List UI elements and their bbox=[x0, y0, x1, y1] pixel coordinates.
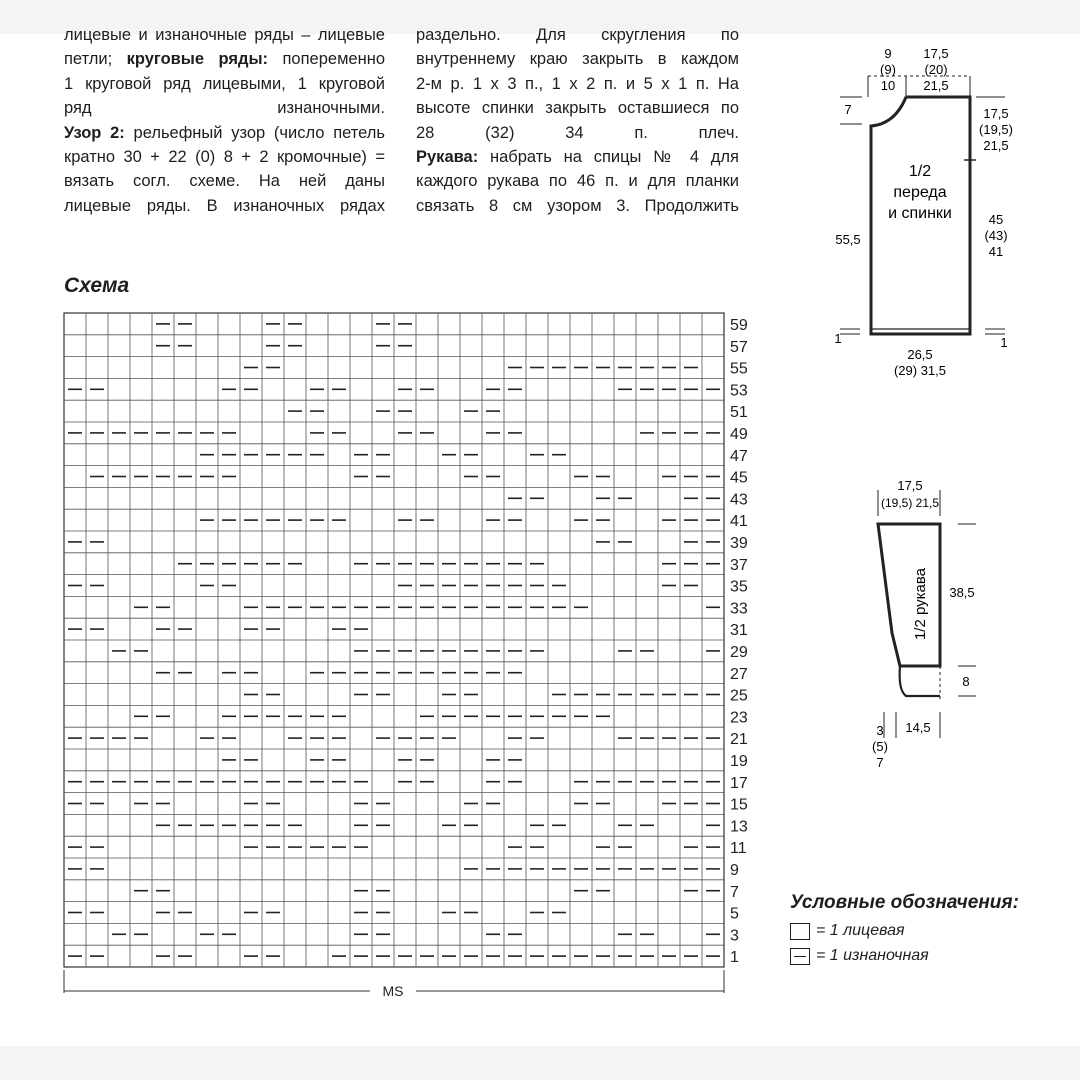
col1-line: лицевые ряды. В изнаночных рядах bbox=[64, 196, 385, 215]
legend-knit-label: = 1 лицевая bbox=[816, 922, 905, 939]
legend-purl-label: = 1 изнаночная bbox=[816, 947, 929, 964]
col1-line: кратно 30 + 22 (0) 8 + 2 кромочные) = bbox=[64, 147, 385, 166]
dim-bottom-width-2: (29) 31,5 bbox=[893, 363, 947, 378]
body-label-3: и спинки bbox=[888, 205, 952, 222]
dim-cuff: 8 bbox=[962, 674, 970, 689]
legend-knit bbox=[790, 922, 905, 940]
col1-line: 1 круговой ряд лицевыми, 1 круговой bbox=[64, 74, 385, 93]
body-label-1: 1/2 bbox=[908, 163, 932, 180]
dim-cuff-slope-2: (5) bbox=[872, 739, 888, 754]
sleeve-outline bbox=[878, 524, 940, 666]
dim-shoulder-1: 17,5 bbox=[923, 46, 949, 61]
dim-shoulder-3: 21,5 bbox=[923, 78, 949, 93]
dim-total-height: 55,5 bbox=[835, 232, 861, 247]
row-number-label: 37 bbox=[730, 556, 748, 574]
dim-sleeve-bottom: 14,5 bbox=[905, 720, 931, 735]
col1-line: Узор 2: рельефный узор (число петель bbox=[64, 123, 385, 142]
dim-hem-right: 1 bbox=[1000, 335, 1008, 350]
dim-sleeve-top-1: 17,5 bbox=[897, 478, 923, 493]
col2-line: связать 8 см узором 3. Продолжить bbox=[416, 196, 739, 215]
dim-sleeve-height: 38,5 bbox=[949, 585, 975, 600]
row-number-label: 53 bbox=[730, 382, 748, 400]
col2-line: каждого рукава по 46 п. и для планки bbox=[416, 172, 739, 191]
row-number-label: 29 bbox=[730, 644, 748, 662]
col2-line: 2-м р. 1 х 3 п., 1 х 2 п. и 5 х 1 п. На bbox=[416, 74, 739, 93]
col2-line: 28 (32) 34 п. плеч. bbox=[416, 123, 739, 142]
col1-line: петли; круговые ряды: попеременно bbox=[64, 50, 385, 69]
row-number-label: 5 bbox=[730, 905, 739, 923]
row-number-label: 7 bbox=[730, 883, 739, 901]
row-number-label: 51 bbox=[730, 404, 748, 422]
chart-heading: Схема bbox=[64, 274, 130, 297]
row-number-label: 23 bbox=[730, 709, 748, 727]
col2-line: внутреннему краю закрыть в каждом bbox=[416, 50, 739, 69]
legend-purl bbox=[790, 947, 929, 965]
ms-label: MS bbox=[382, 983, 404, 999]
row-number-label: 17 bbox=[730, 774, 748, 792]
dim-cuff-slope-3: 7 bbox=[876, 755, 884, 770]
dim-armhole-1: 17,5 bbox=[983, 106, 1009, 121]
row-number-label: 39 bbox=[730, 535, 748, 553]
col2-line: высоте спинки закрыть оставшиеся по bbox=[416, 99, 739, 118]
row-number-label: 27 bbox=[730, 665, 748, 683]
col1-line: вязать согл. схеме. На ней даны bbox=[64, 172, 385, 191]
row-number-label: 15 bbox=[730, 796, 748, 814]
dim-armhole-3: 21,5 bbox=[983, 138, 1009, 153]
dim-neck-width-1: 9 bbox=[884, 46, 892, 61]
dim-neck-width-3: 10 bbox=[880, 78, 896, 93]
row-number-label: 1 bbox=[730, 949, 739, 967]
row-number-label: 25 bbox=[730, 687, 748, 705]
row-number-label: 19 bbox=[730, 753, 748, 771]
row-number-label: 33 bbox=[730, 600, 748, 618]
row-number-label: 49 bbox=[730, 426, 748, 444]
dim-side-3: 41 bbox=[988, 244, 1004, 259]
row-number-label: 31 bbox=[730, 622, 748, 640]
col1-line: лицевые и изнаночные ряды – лицевые bbox=[64, 26, 385, 44]
col2-line: Рукава: набрать на спицы № 4 для bbox=[416, 147, 739, 166]
row-number-label: 21 bbox=[730, 731, 748, 749]
row-number-label: 43 bbox=[730, 491, 748, 509]
dim-shoulder-2: (20) bbox=[924, 62, 948, 77]
dim-side-1: 45 bbox=[988, 212, 1004, 227]
row-number-label: 47 bbox=[730, 447, 748, 465]
dim-sleeve-top-2: (19,5) 21,5 bbox=[880, 496, 940, 510]
dim-neck-depth: 7 bbox=[844, 102, 852, 117]
row-number-label: 35 bbox=[730, 578, 748, 596]
dim-armhole-2: (19,5) bbox=[979, 122, 1013, 137]
body-label-2: переда bbox=[893, 184, 947, 201]
purl-symbol-icon bbox=[790, 948, 810, 965]
legend-title: Условные обозначения: bbox=[790, 892, 1019, 913]
row-number-label: 57 bbox=[730, 338, 748, 356]
row-number-label: 9 bbox=[730, 862, 739, 880]
sleeve-label: 1/2 рукава bbox=[912, 567, 929, 641]
dim-side-2: (43) bbox=[984, 228, 1008, 243]
row-number-label: 13 bbox=[730, 818, 748, 836]
knit-symbol-icon bbox=[790, 923, 810, 940]
col2-line: раздельно. Для скругления по bbox=[416, 26, 739, 44]
col1-line: ряд изнаночными. bbox=[64, 99, 385, 118]
dim-hem-left: 1 bbox=[834, 331, 842, 346]
row-number-label: 41 bbox=[730, 513, 748, 531]
row-number-label: 45 bbox=[730, 469, 748, 487]
row-number-label: 3 bbox=[730, 927, 739, 945]
row-number-label: 11 bbox=[730, 840, 747, 858]
dim-cuff-slope-1: 3 bbox=[876, 723, 884, 738]
dim-neck-width-2: (9) bbox=[880, 62, 896, 77]
row-number-label: 59 bbox=[730, 317, 748, 335]
dim-bottom-width-1: 26,5 bbox=[907, 347, 933, 362]
row-number-label: 55 bbox=[730, 360, 748, 378]
